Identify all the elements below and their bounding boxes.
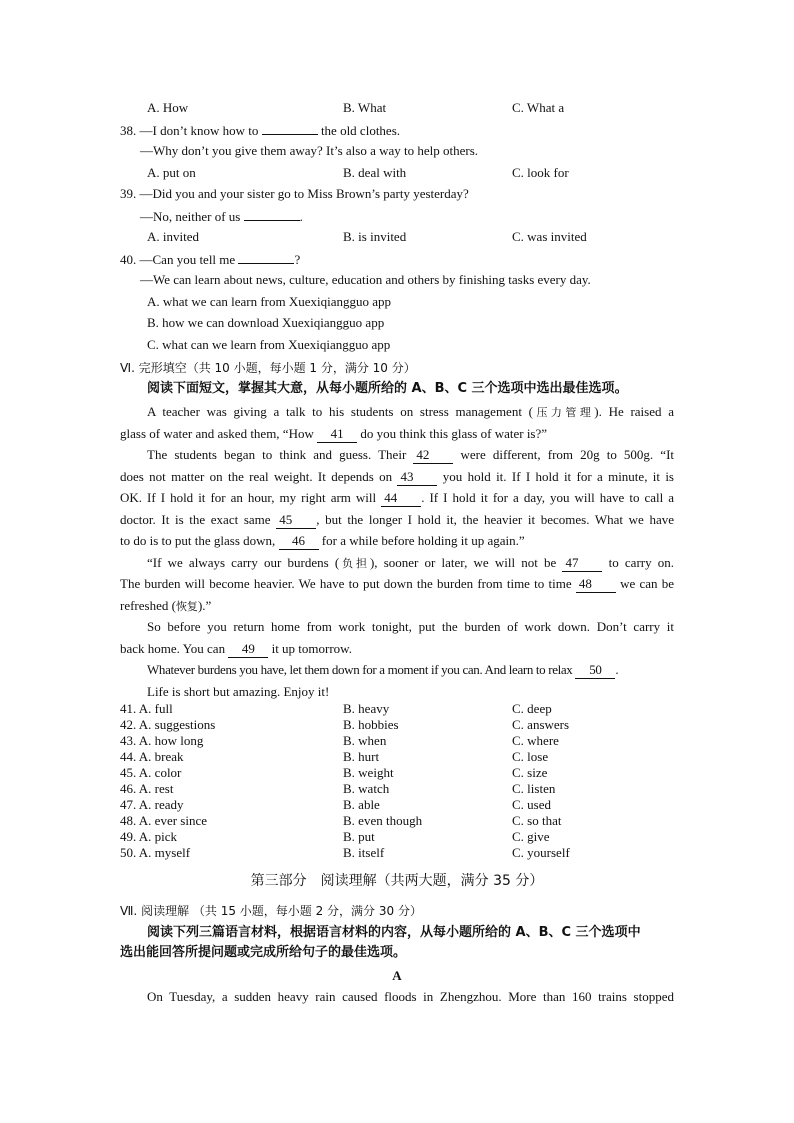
passage-line xyxy=(120,641,352,658)
text: Whatever burdens you have, let them down for a moment if you can. And learn to relax xyxy=(147,662,573,677)
text: does not matter on the real weight. It depends on xyxy=(120,469,393,484)
q38-option-a: A. put on xyxy=(147,165,196,180)
cloze-option-a: 41. A. full xyxy=(120,701,173,716)
text: ).” xyxy=(197,598,212,613)
cloze-option-a: 45. A. color xyxy=(120,765,182,780)
reply-text: —No, neither of us xyxy=(140,209,241,224)
reply-text-end: . xyxy=(299,209,303,224)
q39-option-b: B. is invited xyxy=(343,229,407,244)
question-39 xyxy=(120,186,469,202)
cloze-option-c: C. listen xyxy=(512,781,556,796)
text: to do is to put the glass down, xyxy=(120,533,276,548)
cloze-blank-45: 45 xyxy=(276,512,316,529)
cloze-option-b: B. when xyxy=(343,733,387,748)
cloze-option-c: C. give xyxy=(512,829,550,844)
q38-option-b: B. deal with xyxy=(343,165,407,180)
question-text: —Can you tell me xyxy=(139,252,236,267)
question-text: —I don’t know how to xyxy=(139,123,259,138)
cloze-option-c: C. so that xyxy=(512,813,562,828)
cloze-blank-46: 46 xyxy=(279,533,319,550)
section-7-title: Ⅶ. 阅读理解 （共 15 小题，每小题 2 分，满分 30 分） xyxy=(120,904,422,918)
cloze-option-b: B. weight xyxy=(343,765,394,780)
text: . If I hold it for a day, you will have to call a xyxy=(421,490,675,505)
cloze-option-c: C. yourself xyxy=(512,845,570,860)
text: back home. You can xyxy=(120,641,226,656)
text: ). He raised a xyxy=(594,404,674,419)
text: glass of water and asked them, “How xyxy=(120,426,314,441)
q40-option-a: A. what we can learn from Xuexiqiangguo app xyxy=(147,294,392,309)
cloze-option-a: 43. A. how long xyxy=(120,733,204,748)
text: doctor. It is the exact same xyxy=(120,512,271,527)
cloze-blank-41: 41 xyxy=(317,426,357,443)
cloze-option-a: 44. A. break xyxy=(120,749,184,764)
passage-line: So before you return home from work tonight, put the burden of work down. Don’t carry it xyxy=(147,619,674,634)
q40-reply: —We can learn about news, culture, education and others by finishing tasks every day. xyxy=(140,272,591,287)
q38-option-c: C. look for xyxy=(512,165,569,180)
text: to carry on. xyxy=(608,555,675,570)
passage-line xyxy=(120,490,674,507)
passage-line xyxy=(147,555,674,572)
q39-option-a: A. invited xyxy=(147,229,199,244)
passage-line xyxy=(147,662,618,679)
cloze-blank-49: 49 xyxy=(228,641,268,658)
q39-reply xyxy=(140,208,303,225)
cloze-option-a: 42. A. suggestions xyxy=(120,717,216,732)
text: ), sooner or later, we will not be xyxy=(369,555,557,570)
q38-reply: —Why don’t you give them away? It’s also a way to help others. xyxy=(140,143,479,158)
cloze-option-a: 47. A. ready xyxy=(120,797,184,812)
passage-line xyxy=(120,576,674,593)
text: were different, from 20g to 500g. “It xyxy=(460,447,675,462)
cloze-option-b: B. itself xyxy=(343,845,385,860)
text: “If we always carry our burdens ( xyxy=(147,555,340,570)
cloze-blank-50: 50 xyxy=(575,662,615,679)
cloze-option-b: B. hobbies xyxy=(343,717,399,732)
question-40 xyxy=(120,251,300,268)
cloze-blank-44: 44 xyxy=(381,490,421,507)
passage-line xyxy=(120,533,525,550)
section-7-instruction-line-2: 选出能回答所提问题或完成所给句子的最佳选项。 xyxy=(120,945,407,960)
passage-line xyxy=(120,469,674,486)
cloze-option-b: B. even though xyxy=(343,813,423,828)
passage-a-first-line: On Tuesday, a sudden heavy rain caused floods in Zhengzhou. More than 160 trains stopped xyxy=(147,989,674,1004)
q40-option-b: B. how we can download Xuexiqiangguo app xyxy=(147,315,385,330)
q39-option-c: C. was invited xyxy=(512,229,587,244)
question-number: 39. xyxy=(120,186,137,201)
section-6-title: Ⅵ. 完形填空（共 10 小题，每小题 1 分，满分 10 分） xyxy=(120,361,416,375)
passage-line xyxy=(147,404,674,421)
cloze-option-c: C. size xyxy=(512,765,548,780)
section-7-instruction-line-1: 阅读下列三篇语言材料，根据语言材料的内容，从每小题所给的 A、B、C 三个选项中 xyxy=(147,925,641,940)
text: A teacher was giving a talk to his students on stress management ( xyxy=(147,404,533,419)
answer-blank xyxy=(262,122,318,135)
question-text: —Did you and your sister go to Miss Brown’s party yesterday? xyxy=(139,186,469,201)
question-number: 40. xyxy=(120,252,137,267)
cloze-option-b: B. watch xyxy=(343,781,390,796)
answer-blank xyxy=(238,251,294,264)
cloze-option-c: C. where xyxy=(512,733,559,748)
passage-line xyxy=(120,512,674,529)
cloze-option-c: C. lose xyxy=(512,749,549,764)
question-number: 38. xyxy=(120,123,137,138)
text: it up tomorrow. xyxy=(271,641,352,656)
passage-line xyxy=(120,426,547,443)
cloze-option-b: B. able xyxy=(343,797,380,812)
cloze-option-b: B. heavy xyxy=(343,701,390,716)
part-3-heading: 第三部分 阅读理解（共两大题，满分 35 分） xyxy=(250,873,544,889)
text: for a while before holding it up again.” xyxy=(321,533,525,548)
gloss: 恢复 xyxy=(175,600,198,613)
cloze-blank-43: 43 xyxy=(397,469,437,486)
q37-option-b: B. What xyxy=(343,100,387,115)
cloze-option-c: C. used xyxy=(512,797,551,812)
text: . xyxy=(615,662,619,677)
cloze-option-a: 46. A. rest xyxy=(120,781,174,796)
cloze-blank-47: 47 xyxy=(562,555,602,572)
text: The students began to think and guess. Their xyxy=(147,447,407,462)
text: we can be xyxy=(620,576,675,591)
gloss: 负担 xyxy=(339,557,370,570)
cloze-option-a: 50. A. myself xyxy=(120,845,191,860)
passage-line xyxy=(120,598,211,615)
section-6-instruction: 阅读下面短文，掌握其大意，从每小题所给的 A、B、C 三个选项中选出最佳选项。 xyxy=(147,381,628,396)
text: OK. If I hold it for an hour, my right arm will xyxy=(120,490,377,505)
q37-option-a: A. How xyxy=(147,100,189,115)
question-text-end: the old clothes. xyxy=(320,123,401,138)
cloze-option-b: B. hurt xyxy=(343,749,380,764)
question-text-end: ? xyxy=(294,252,301,267)
gloss: 压力管理 xyxy=(532,406,595,419)
text: do you think this glass of water is?” xyxy=(360,426,548,441)
question-38 xyxy=(120,122,400,139)
answer-blank xyxy=(244,208,300,221)
cloze-option-a: 49. A. pick xyxy=(120,829,178,844)
cloze-blank-42: 42 xyxy=(413,447,453,464)
passage-line: Life is short but amazing. Enjoy it! xyxy=(147,684,330,699)
text: The burden will become heavier. We have to put down the burden from time to time xyxy=(120,576,572,591)
text: , but the longer I hold it, the heavier it becomes. What we have xyxy=(316,512,675,527)
passage-line xyxy=(147,447,674,464)
text: you hold it. If I hold it for a minute, it is xyxy=(442,469,674,484)
cloze-option-a: 48. A. ever since xyxy=(120,813,208,828)
passage-label: A xyxy=(392,968,402,983)
q37-option-c: C. What a xyxy=(512,100,565,115)
cloze-option-c: C. answers xyxy=(512,717,570,732)
text: refreshed ( xyxy=(120,598,176,613)
cloze-blank-48: 48 xyxy=(576,576,616,593)
q40-option-c: C. what can we learn from Xuexiqiangguo app xyxy=(147,337,391,352)
cloze-option-c: C. deep xyxy=(512,701,552,716)
cloze-option-b: B. put xyxy=(343,829,375,844)
